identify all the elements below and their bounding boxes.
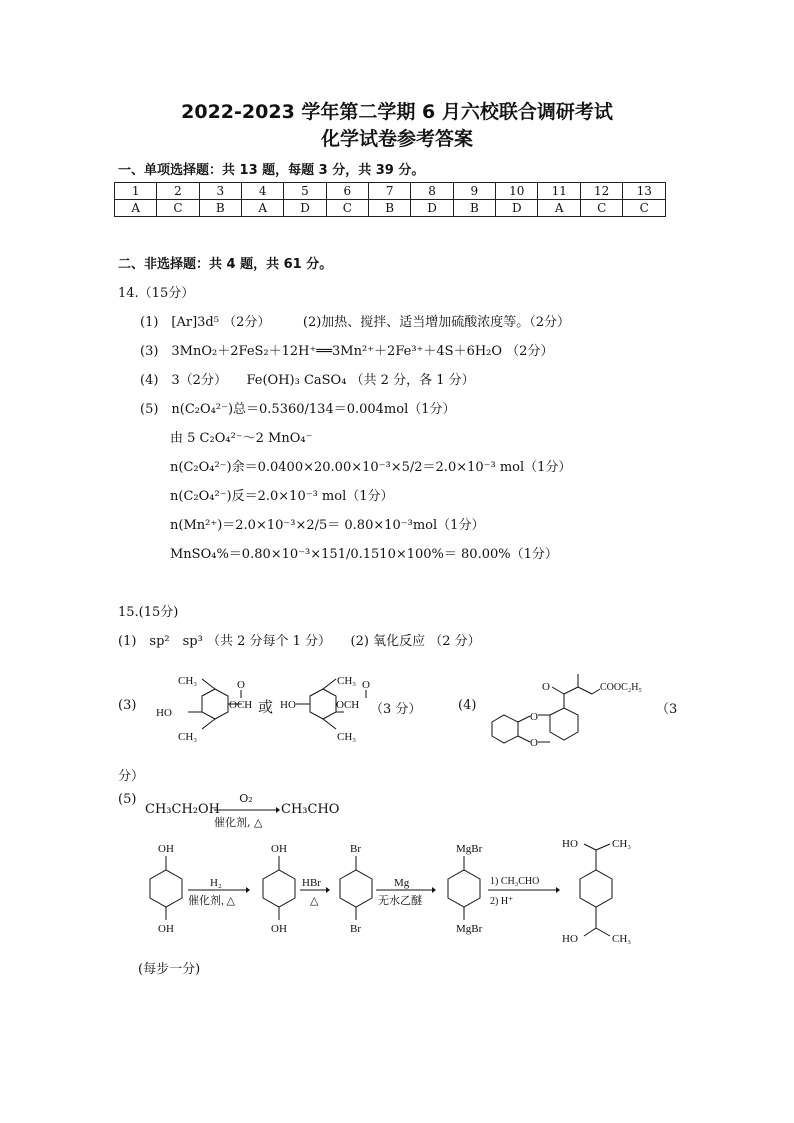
q15-part5-label: (5) — [118, 792, 137, 807]
q14-line2: (3) 3MnO₂＋2FeS₂＋12H⁺══3Mn²⁺＋2Fe³⁺＋4S＋6H₂O （2分） — [140, 344, 554, 359]
r4-condition: 2) H⁺ — [490, 896, 514, 907]
o-label: O — [542, 681, 550, 693]
part3-structures — [140, 668, 370, 746]
br-label: Br — [350, 923, 361, 935]
r2-condition: △ — [310, 895, 319, 907]
step0-product: CH₃CHO — [281, 802, 340, 817]
och-label: OCH — [229, 699, 253, 711]
q14-line6: n(C₂O₄²⁻)余＝0.0400×20.00×10⁻³×5/2＝2.0×10⁻³ mol（1分） — [170, 460, 572, 475]
answer-cell: B — [453, 200, 495, 217]
page-subtitle: 化学试卷参考答案 — [320, 128, 473, 150]
answer-cell: B — [199, 200, 241, 217]
r3-reagent: Mg — [394, 877, 410, 889]
answer-cell: C — [623, 200, 666, 217]
answer-cell: C — [157, 200, 199, 217]
dibromocyclohexane-ring — [340, 870, 372, 907]
och-label: OCH — [336, 699, 360, 711]
answer-cell: D — [411, 200, 453, 217]
grignard-ring — [448, 870, 480, 907]
answer-cell: A — [242, 200, 284, 217]
ch3-label: CH₃ — [178, 731, 198, 743]
question-number-cell: 2 — [157, 183, 199, 200]
q15-part4-label: (4) — [458, 698, 477, 713]
answer-cell: C — [326, 200, 368, 217]
ch3-label: CH₃ — [612, 933, 632, 945]
answer-cell: A — [115, 200, 157, 217]
step0-arrow — [214, 806, 280, 814]
ho-label: HO — [562, 933, 578, 945]
q15-line1: (1) sp² sp³ （共 2 分每个 1 分） (2) 氧化反应 （2 分） — [118, 634, 481, 649]
ch3-label: CH₃ — [337, 731, 357, 743]
r4-reagent: 1) CH₃CHO — [490, 876, 540, 887]
synthesis-route — [130, 832, 670, 954]
benzene-ring — [550, 708, 578, 740]
step0-reactant: CH₃CH₂OH — [145, 802, 220, 817]
mgbr-label: MgBr — [456, 923, 483, 935]
cyclohexanediol-ring — [263, 870, 295, 907]
question-number-row — [115, 183, 666, 200]
cyclohexane-ring — [492, 715, 518, 743]
answer-table — [114, 182, 666, 217]
section2-heading: 二、非选择题：共 4 题，共 61 分。 — [118, 257, 333, 272]
ho-label: HO — [280, 699, 296, 711]
question-number-cell: 9 — [453, 183, 495, 200]
benzene-ring-2 — [310, 689, 336, 719]
q15-label: 15.(15分) — [118, 605, 179, 620]
question-number-cell: 7 — [369, 183, 411, 200]
answer-cell: D — [284, 200, 326, 217]
answer-row — [115, 200, 666, 217]
ester-label: COOC₂H₅ — [600, 682, 642, 693]
q15-footer-note: (每步一分) — [138, 962, 201, 977]
q15-part3-score: （3 分） — [370, 702, 422, 717]
page-title: 2022-2023 学年第二学期 6 月六校联合调研考试 — [181, 101, 613, 123]
section1-heading: 一、单项选择题：共 13 题，每题 3 分，共 39 分。 — [118, 163, 425, 178]
q14-line3: (4) 3（2分） Fe(OH)₃ CaSO₄ （共 2 分，各 1 分） — [140, 373, 475, 388]
question-number-cell: 8 — [411, 183, 453, 200]
ho-label: HO — [562, 838, 578, 850]
question-number-cell: 10 — [496, 183, 538, 200]
q14-line1: (1) [Ar]3d⁵ （2分） (2)加热、搅拌、适当增加硫酸浓度等。（2分） — [140, 315, 571, 330]
r2-reagent: HBr — [302, 877, 321, 889]
q15-part3-label: (3) — [118, 698, 137, 713]
question-number-cell: 12 — [580, 183, 622, 200]
oh-label: OH — [158, 923, 174, 935]
question-number-cell: 4 — [242, 183, 284, 200]
answer-cell: B — [369, 200, 411, 217]
oh-label: OH — [271, 843, 287, 855]
o-label: O — [362, 679, 370, 691]
benzene-ring-1 — [202, 689, 228, 719]
answer-cell: C — [580, 200, 622, 217]
step0-condition: 催化剂, △ — [214, 816, 263, 829]
q14-line7: n(C₂O₄²⁻)反＝2.0×10⁻³ mol（1分） — [170, 489, 394, 504]
step0-reagent: O₂ — [239, 792, 253, 805]
o-label: O — [237, 679, 245, 691]
question-number-cell: 6 — [326, 183, 368, 200]
q15-part4-score: （3 — [656, 702, 678, 717]
or-text: 或 — [258, 700, 274, 716]
r1-reagent: H₂ — [210, 877, 222, 889]
r3-condition: 无水乙醚 — [378, 895, 422, 907]
ho-label: HO — [156, 707, 172, 719]
hydroquinone-ring — [150, 870, 182, 907]
question-number-cell: 11 — [538, 183, 580, 200]
answer-cell: D — [496, 200, 538, 217]
answer-cell: A — [538, 200, 580, 217]
r1-condition: 催化剂, △ — [188, 895, 235, 907]
part4-structure — [488, 662, 653, 748]
question-number-cell: 1 — [115, 183, 157, 200]
q15-part4-score-cont: 分） — [118, 769, 145, 784]
o-label: O — [530, 711, 538, 723]
q14-line8: n(Mn²⁺)＝2.0×10⁻³×2/5＝ 0.80×10⁻³mol（1分） — [170, 518, 485, 533]
q14-line9: MnSO₄%＝0.80×10⁻³×151/0.1510×100%＝ 80.00%（1分） — [170, 547, 558, 562]
oh-label: OH — [158, 843, 174, 855]
question-number-cell: 3 — [199, 183, 241, 200]
br-label: Br — [350, 843, 361, 855]
question-number-cell: 13 — [623, 183, 666, 200]
ch3-label: CH₃ — [612, 838, 632, 850]
q14-line4: (5) n(C₂O₄²⁻)总＝0.5360/134＝0.004mol（1分） — [140, 402, 456, 417]
ch3-label: CH₃ — [337, 675, 357, 687]
oh-label: OH — [271, 923, 287, 935]
ch3-label: CH₃ — [178, 675, 198, 687]
q14-line5: 由 5 C₂O₄²⁻～2 MnO₄⁻ — [170, 431, 313, 446]
mgbr-label: MgBr — [456, 843, 483, 855]
q14-label: 14.（15分） — [118, 286, 195, 301]
product-ring — [580, 870, 612, 907]
o-label: O — [530, 737, 538, 748]
question-number-cell: 5 — [284, 183, 326, 200]
